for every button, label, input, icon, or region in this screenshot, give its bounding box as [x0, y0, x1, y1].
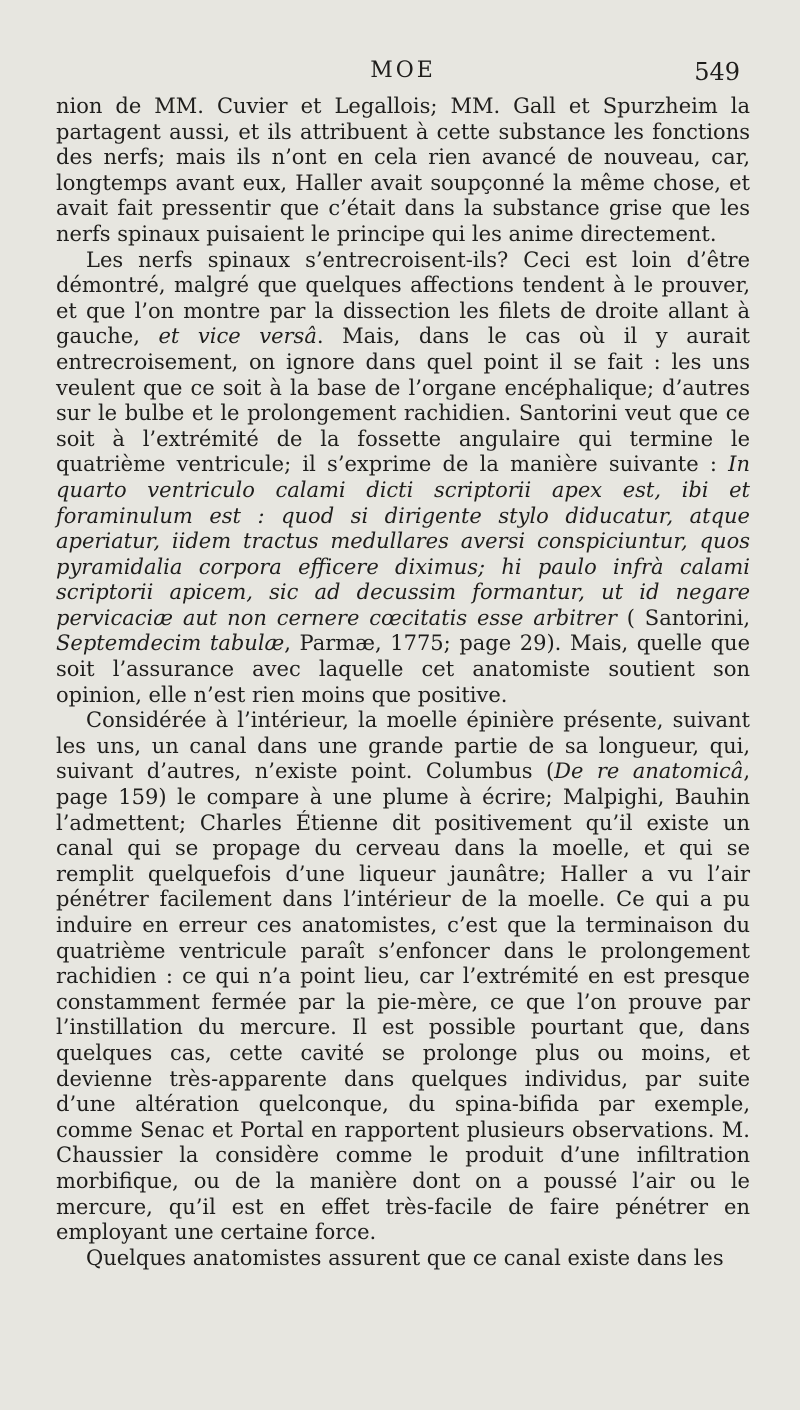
- latin-quotation: In quarto ventriculo calami dicti scriptorii apex est, ibi et foraminulum est : quod si dirigente stylo diducatur, atque aperiatur, iidem tractus medullares aversi conspiciuntur, quos pyramidalia corpora efficere diximus; hi paulo infrà calami scriptorii apicem, sic ad decussim formantur, ut id negare pervicaciæ aut non cernere cœcitatis esse arbitrer: [56, 452, 750, 630]
- text-span: ( Santorini,: [616, 605, 750, 630]
- running-title: MOE: [370, 58, 436, 83]
- italic-phrase: et vice versâ: [158, 324, 317, 349]
- text-span: Les nerfs spinaux s’entrecroisent-ils? Ceci est loin d’être démontré, malgré que quelques affections tendent à le prouver, et que l’on montre par la dissection les filets de droite allant à gauche,: [56, 247, 750, 349]
- paragraph-spinal-nerves: [56, 248, 750, 709]
- running-head: [56, 58, 750, 94]
- body-text: [56, 94, 750, 1271]
- italic-title: De re anatomicâ: [554, 759, 744, 784]
- paragraph-continuation: nion de MM. Cuvier et Legallois; MM. Gall et Spurzheim la partagent aussi, et ils attribuent à cette substance les fonctions des nerfs; mais ils n’ont en cela rien avancé de nouveau, car, longtemps avant eux, Haller avait soupçonné la même chose, et avait fait pressentir que c’était dans la substance grise que les nerfs spinaux puisaient le principe qui les anime directement.: [56, 94, 750, 246]
- paragraph-interior-canal: [56, 708, 750, 1245]
- page-number: 549: [694, 58, 740, 86]
- text-span: . Mais, dans le cas où il y aurait entrecroisement, on ignore dans quel point il se fait : les uns veulent que ce soit à la base de l’organe encéphalique; d’autres sur le bulbe et le prolongement rachidien. Santorini veut que ce soit à l’extrémité de la fossette angulaire qui termine le quatrième ventricule; il s’exprime de la manière suivante :: [56, 324, 750, 477]
- paragraph-final-line: Quelques anatomistes assurent que ce canal existe dans les: [86, 1245, 724, 1270]
- text-span: , Parmæ, 1775; page 29). Mais, quelle que soit l’assurance avec laquelle cet anatomiste soutient son opinion, elle n’est rien moins que positive.: [56, 631, 750, 707]
- text-span: , page 159) le compare à une plume à écrire; Malpighi, Bauhin l’admettent; Charles Étienne dit positivement qu’il existe un canal qui se propage du cerveau dans la moelle, et qui se remplit quelquefois d’une liqueur jaunâtre; Haller a vu l’air pénétrer facilement dans l’intérieur de la moelle. Ce qui a pu induire en erreur ces anatomistes, c’est que la terminaison du quatrième ventricule paraît s’enfoncer dans le prolongement rachidien : ce qui n’a point lieu, car l’extrémité en est presque constamment fermée par la pie-mère, ce que l’on prouve par l’instillation du mercure. Il est possible pourtant que, dans quelques cas, cette cavité se prolonge plus ou moins, et devienne très-apparente dans quelques individus, par suite d’une altération quelconque, du spina-bifida par exemple, comme Senac et Portal en rapportent plusieurs observations. M. Chaussier la considère comme le produit d’une infiltration morbifique, ou de la manière dont on a poussé l’air ou le mercure, qu’il est en effet très-facile de faire pénétrer en employant une certaine force.: [56, 759, 751, 1245]
- text-span: Considérée à l’intérieur, la moelle épinière présente, suivant les uns, un canal dans une grande partie de sa longueur, qui, suivant d’autres, n’existe point. Columbus (: [56, 708, 750, 784]
- italic-title: Septemdecim tabulæ: [56, 631, 285, 656]
